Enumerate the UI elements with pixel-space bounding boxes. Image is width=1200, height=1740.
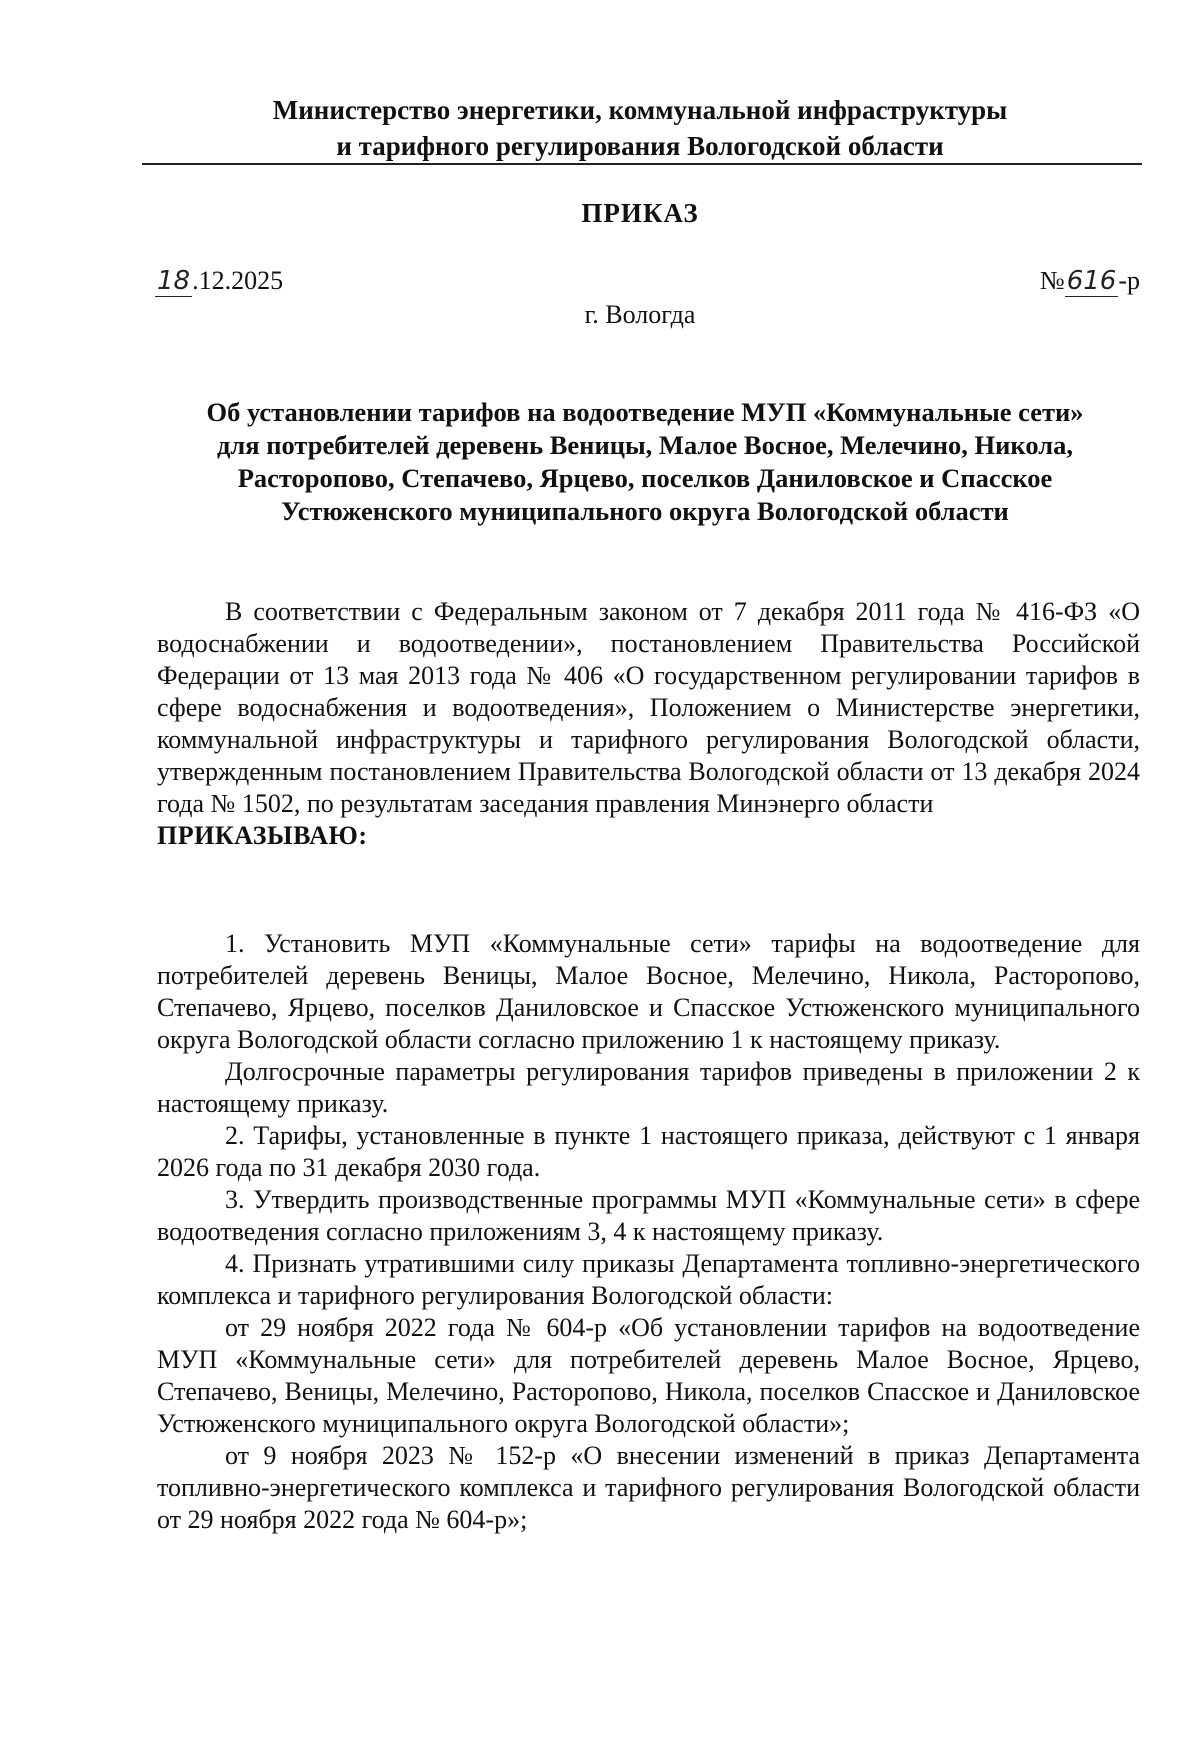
point-3: 3. Утвердить производственные программы МУП «Коммунальные сети» в сфере водоотведения согласно приложениям 3, 4 к настоящему приказу. [157,1185,1140,1246]
order-number-prefix: № [1039,266,1065,295]
point-1: 1. Установить МУП «Коммунальные сети» тарифы на водоотведение для потребителей деревень Веницы, Малое Восное, Мелечино, Никола, Расторопово, Степачево, Ярцево, поселков Даниловское и Спасское Устюженского муниципального округа Вологодской области согласно приложению 1 к настоящему приказу. [157,929,1140,1054]
order-points [157,928,1140,1536]
order-number [1040,266,1140,296]
point-4-repealed-order-604: от 29 ноября 2022 года № 604-р «Об установлении тарифов на водоотведение МУП «Коммунальные сети» для потребителей деревень Малое Восное, Ярцево, Степачево, Веницы, Мелечино, Расторопово, Никола, поселков Спасское и Даниловское Устюженского муниципального округа Вологодской области»; [157,1313,1140,1438]
order-title: ПРИКАЗ [581,198,699,228]
preamble-block [157,596,1140,852]
preamble-paragraph: В соответствии с Федеральным законом от 7 декабря 2011 года № 416-ФЗ «О водоснабжении и водоотведении», постановлением Правительства Российской Федерации от 13 мая 2013 года № 406 «О государственном регулировании тарифов в сфере водоснабжения и водоотведения», Положением о Министерстве энергетики, коммунальной инфраструктуры и тарифного регулирования Вологодской области, утвержденным постановлением Правительства Вологодской области от 13 декабря 2024 года № 1502, по результатам заседания правления Минэнерго области [157,597,1140,818]
subject-line4: Устюженского муниципального округа Вологодской области [281,496,1009,526]
point-4-repealed-order-152: от 9 ноября 2023 № 152-р «О внесении изменений в приказ Департамента топливно-энергетического комплекса и тарифного регулирования Вологодской области от 29 ноября 2022 года № 604-р»; [157,1441,1140,1534]
order-city: г. Вологда [584,300,696,329]
point-1-long-term-params: Долгосрочные параметры регулирования тарифов приведены в приложении 2 к настоящему приказу. [157,1057,1140,1118]
ministry-header [140,92,1140,164]
order-command: ПРИКАЗЫВАЮ: [157,821,368,850]
subject-line3: Расторопово, Степачево, Ярцево, поселков Даниловское и Спасское [237,463,1053,493]
order-date-day: 18 [157,266,191,296]
order-number-value: 616 [1066,266,1117,296]
subject-line1: Об установлении тарифов на водоотведение МУП «Коммунальные сети» [206,397,1084,427]
order-date-month-year: .12.2025 [192,266,284,295]
order-number-suffix: -р [1118,266,1140,295]
point-4: 4. Признать утратившими силу приказы Департамента топливно-энергетического комплекса и тарифного регулирования Вологодской области: [157,1249,1140,1310]
header-divider [142,163,1142,165]
ministry-name-line2: и тарифного регулирования Вологодской области [336,131,944,161]
ministry-name-line1: Министерство энергетики, коммунальной инфраструктуры [272,95,1008,125]
order-date [155,266,283,296]
subject-line2: для потребителей деревень Веницы, Малое Восное, Мелечино, Никола, [217,430,1073,460]
point-2: 2. Тарифы, установленные в пункте 1 настоящего приказа, действуют с 1 января 2026 года по 31 декабря 2030 года. [157,1121,1140,1182]
order-subject [150,396,1140,528]
